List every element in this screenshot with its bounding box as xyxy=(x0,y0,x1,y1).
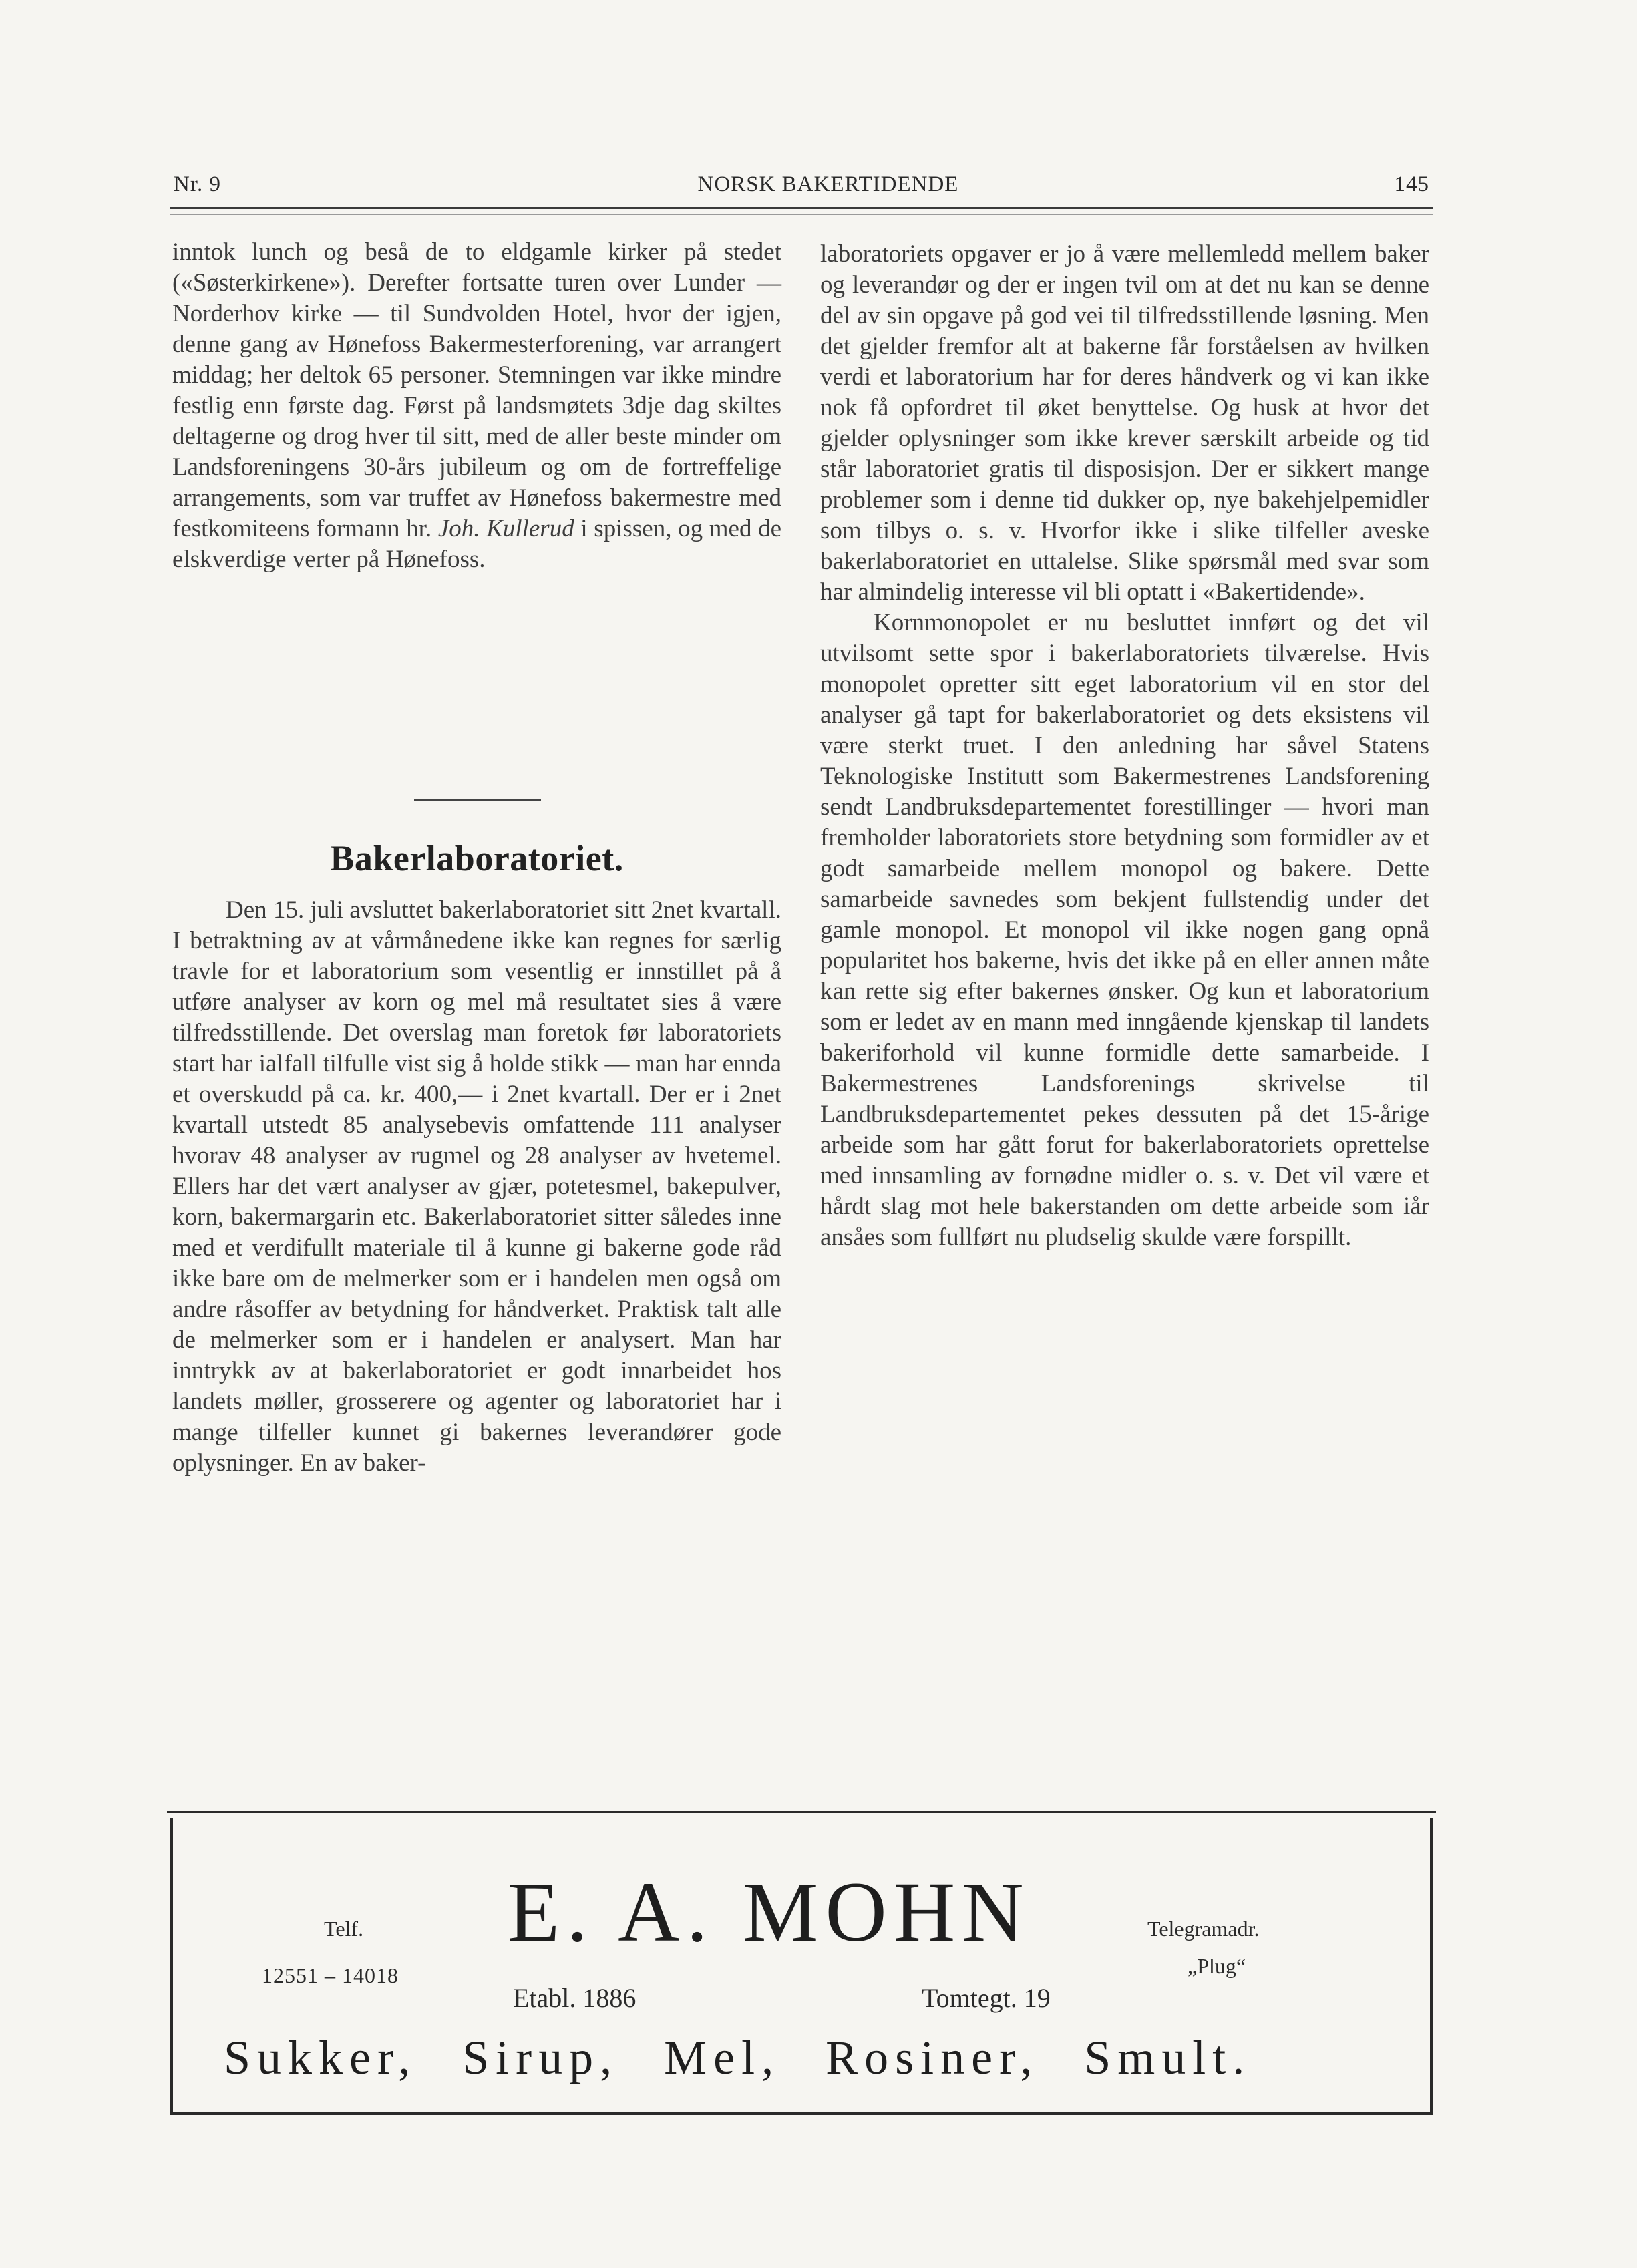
telephone-numbers: 12551 – 14018 xyxy=(262,1963,399,1988)
telegram-address: „Plug“ xyxy=(1188,1954,1246,1978)
article-right-column xyxy=(820,239,1429,1253)
left-column-continuation xyxy=(172,237,781,575)
journal-title: NORSK BAKERTIDENDE xyxy=(697,172,959,196)
goods-list: Sukker, Sirup, Mel, Rosiner, Smult. xyxy=(224,2031,1252,2084)
chairman-name: Joh. Kullerud xyxy=(437,515,574,542)
advertisement-top-rule xyxy=(167,1811,1436,1813)
continued-text: inntok lunch og beså de to eldgamle kirker på stedet («Søsterkirkene»). Derefter fortsatte turen over Lunder — Norderhov kirke — til Sundvolden Hotel, hvor der igjen, denne gang av Hønefoss Bakermesterforening, var arrangert middag; her deltok 65 personer. Stemningen var ikke mindre festlig enn første dag. Først på landsmøtets 3dje dag skiltes deltagerne og drog hver til sitt, med de aller beste minder om Landsforeningens 30-års jubileum og om de fortreffelige arrangements, som var truffet av Hønefoss bakermestre med festkomiteens formann hr. xyxy=(172,238,781,542)
continued-text-end: i spissen, og med de elskverdige verter på Hønefoss. xyxy=(172,515,782,573)
established-year: Etabl. 1886 xyxy=(513,1983,636,2013)
article-left-column xyxy=(172,895,781,1479)
firm-name: E. A. MOHN xyxy=(508,1865,1031,1959)
issue-number: Nr. 9 xyxy=(174,172,221,196)
telephone-label: Telf. xyxy=(324,1917,364,1941)
article-title: Bakerlaboratoriet. xyxy=(330,838,624,878)
article-paragraph: Kornmonopolet er nu besluttet innført og det vil utvilsomt sette spor i bakerlaboratoriets tilværelse. Hvis monopolet opretter sitt eget laboratorium vil en stor del analyser gå tapt for bakerlaboratoriet og dets eksistens vil være sterkt truet. I den anledning har såvel Statens Teknologiske Institutt som Bakermestrenes Landsforening sendt Landbruksdepartementet forestillinger — hvori man fremholder laboratoriets store betydning som formidler av et godt samarbeide mellem monopol og bakere. Dette samarbeide savnedes som bekjent fullstendig under det gamle monopol. Et monopol vil ikke nogen gang opnå popularitet hos bakerne, hvis det ikke på en eller annen måte kan rette sig efter bakernes ønsker. Og kun et laboratorium som er ledet av en mann med inngående kjenskap til landets bakeriforhold vil kunne formidle dette samarbeide. I Bakermestrenes Landsforenings skrivelse til Landbruksdepartementet pekes dessuten på det 15-årige arbeide som har gått forut for bakerlaboratoriets oprettelse med innsamling av fornødne midler o. s. v. Det vil være et hårdt slag mot hele bakerstanden om dette arbeide som iår ansåes som fullført nu pludselig skulde være forspillt. xyxy=(820,609,1429,1251)
article-paragraph: laboratoriets opgaver er jo å være mellemledd mellem baker og leverandør og der er ingen tvil om at det nu kan se denne del av sin opgave på god vei til tilfredsstillende løsning. Men det gjelder fremfor alt at bakerne får forståelsen av hvilken verdi et laboratorium har for deres håndverk og vi kan ikke nok få opfordret til øket benyttelse. Og husk at hvor det gjelder oplysninger som ikke krever særskilt arbeide og tid står laboratoriet gratis til disposisjon. Der er sikkert mange problemer som i denne tid dukker op, nye bakehjelpemidler som tilbys o. s. v. Hvorfor ikke i slike tilfeller aveske bakerlaboratoriet en uttalelse. Slike spørsmål med svar som har almindelig interesse vil bli optatt i «Bakertidende». xyxy=(820,240,1429,606)
page-header xyxy=(174,172,1429,212)
firm-address: Tomtegt. 19 xyxy=(922,1983,1051,2013)
telegram-label: Telegramadr. xyxy=(1147,1917,1260,1941)
section-divider xyxy=(414,799,541,801)
page-number: 145 xyxy=(1394,172,1429,196)
header-rule-thin xyxy=(170,214,1433,215)
article-paragraph: Den 15. juli avsluttet bakerlaboratoriet sitt 2net kvartall. I betraktning av at vårmånedene ikke kan regnes for særlig travle for et laboratorium som vesentlig er innstillet på å utføre analyser av korn og mel må resultatet sies å være tilfredsstillende. Det overslag man foretok før laboratoriets start har ialfall tilfulle vist sig å holde stikk — man har ennda et overskudd på ca. kr. 400,— i 2net kvartall. Der er i 2net kvartall utstedt 85 analysebevis omfattende 111 analyser hvorav 48 analyser av rugmel og 28 analyser av hvetemel. Ellers har det vært analyser av gjær, potetesmel, bakepulver, korn, bakermargarin etc. Bakerlaboratoriet sitter således inne med et verdifullt materiale til å kunne gi bakerne gode råd ikke bare om de melmerker som er i handelen men også om andre råsoffer av betydning for håndverket. Praktisk talt alle de melmerker som er i handelen er analysert. Man har inntrykk av at bakerlaboratoriet er godt innarbeidet hos landets møller, grosserere og agenter og laboratoriet har i mange tilfeller kunnet gi bakernes leverandører gode oplysninger. En av baker- xyxy=(172,896,781,1477)
header-rule xyxy=(170,207,1433,209)
